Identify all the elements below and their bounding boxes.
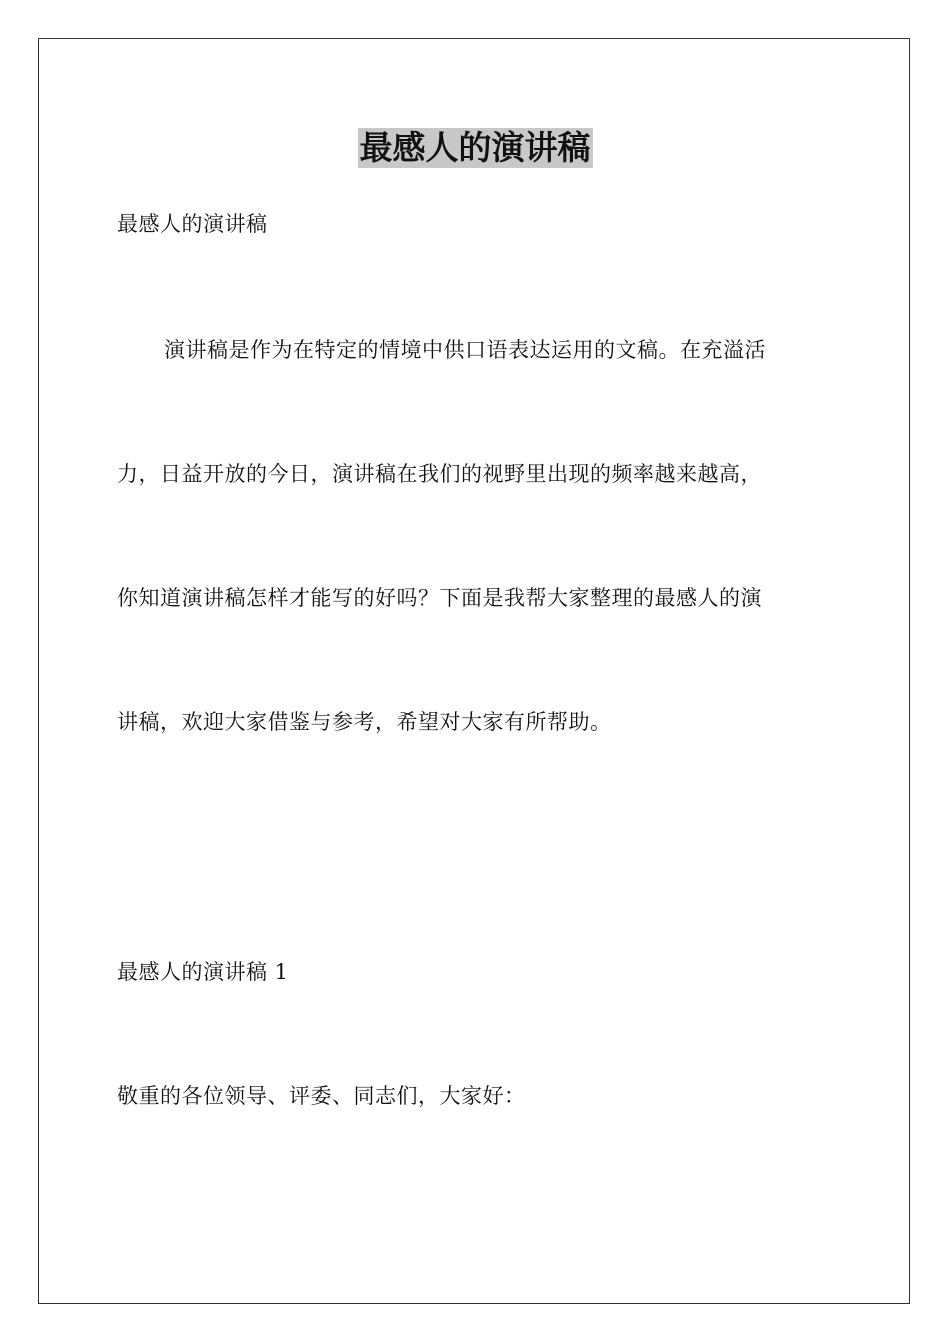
section-heading: 最感人的演讲稿 1 bbox=[117, 960, 289, 984]
document-subtitle: 最感人的演讲稿 bbox=[117, 212, 268, 236]
intro-line-4: 讲稿，欢迎大家借鉴与参考，希望对大家有所帮助。 bbox=[117, 710, 612, 734]
intro-line-3: 你知道演讲稿怎样才能写的好吗？下面是我帮大家整理的最感人的演 bbox=[117, 586, 762, 610]
greeting-line: 敬重的各位领导、评委、同志们，大家好： bbox=[117, 1084, 526, 1108]
document-title: 最感人的演讲稿 bbox=[359, 128, 591, 167]
intro-line-1: 演讲稿是作为在特定的情境中供口语表达运用的文稿。在充溢活 bbox=[164, 338, 766, 362]
title-container bbox=[0, 128, 950, 168]
intro-line-2: 力，日益开放的今日，演讲稿在我们的视野里出现的频率越来越高， bbox=[117, 462, 762, 486]
